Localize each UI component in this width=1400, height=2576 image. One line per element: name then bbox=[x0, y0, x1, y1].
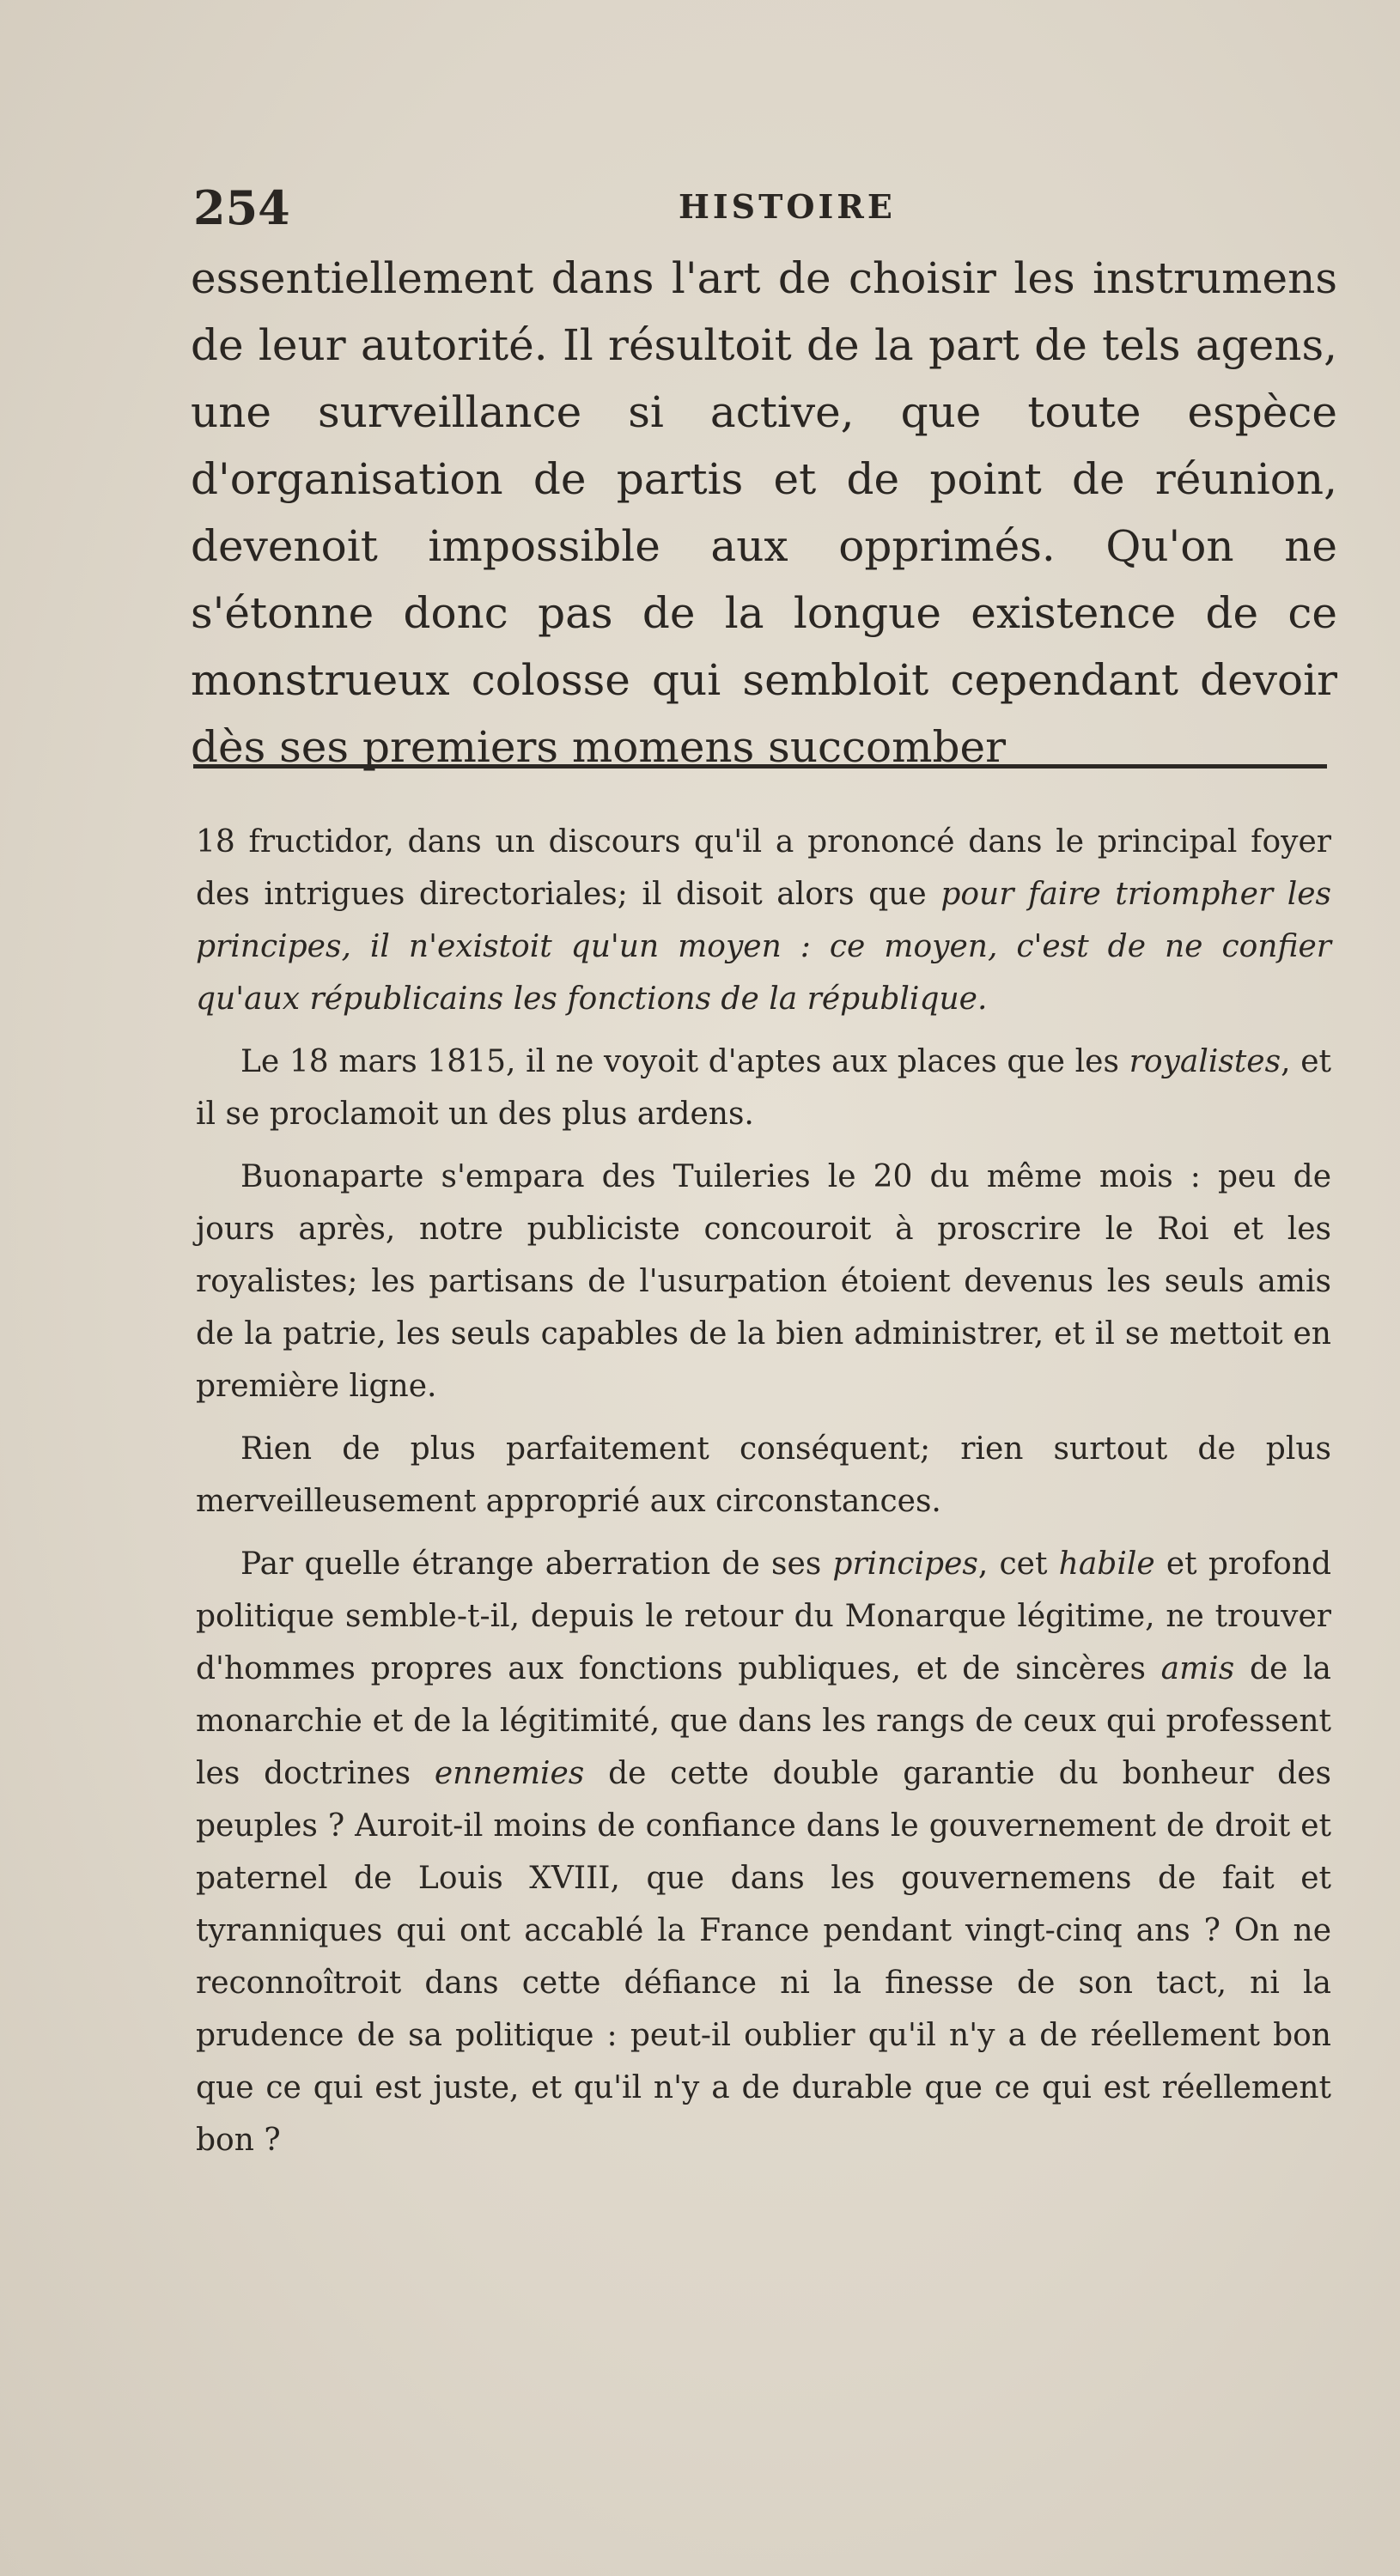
note-5-text-i: de cette double garantie du bonheur des peuples ? Auroit-il moins de confiance dans le gouvernement de droit et paternel de Louis XVIII, que dans les gouvernemens de fait et tyranniques qui ont accablé la France pendant vingt-cinq ans ? On ne reconnoîtroit dans cette défiance ni la finesse de son tact, ni la prudence de sa politique : peut-il oublier qu'il n'y a de réellement bon que ce qui est juste, et qu'il n'y a de durable que ce qui est réellement bon ? bbox=[196, 1756, 1332, 2158]
note-5-emphasis-principes: principes bbox=[832, 1546, 978, 1582]
note-2-text-a: Le 18 mars 1815, il ne voyoit d'aptes aux places que les bbox=[240, 1044, 1129, 1079]
note-paragraph-4: Rien de plus parfaitement conséquent; rien surtout de plus merveilleusement approprié aux circonstances. bbox=[196, 1431, 1331, 1519]
note-5-emphasis-ennemies: ennemies bbox=[434, 1756, 585, 1791]
note-1-text: 18 fructidor, dans un discours qu'il a prononcé dans le principal foyer des intrigues directoriales; il disoit alors que bbox=[196, 824, 1331, 912]
note-2-text-c: , et il se proclamoit un des plus ardens. bbox=[196, 1044, 1331, 1132]
note-paragraph-2 bbox=[196, 1036, 1331, 1140]
note-paragraph-1 bbox=[196, 816, 1331, 1025]
main-paragraph: essentiellement dans l'art de choisir les instrumens de leur autorité. Il résultoit de la part de tels agens, une surveillance si active, que toute espèce d'organisation de partis et de point de réunion, devenoit impossible aux opprimés. Qu'on ne s'étonne donc pas de la longue existence de ce monstrueux colosse qui sembloit cependant devoir dès ses premiers momens succomber bbox=[191, 253, 1337, 772]
main-text bbox=[191, 245, 1337, 781]
footnotes bbox=[196, 816, 1331, 2177]
footnote-rule bbox=[193, 764, 1327, 769]
note-5-text-a: Par quelle étrange aberration de ses bbox=[240, 1546, 833, 1582]
note-5-emphasis-amis: amis bbox=[1160, 1651, 1235, 1686]
note-2-emphasis: royalistes bbox=[1129, 1044, 1281, 1079]
note-5-text-g: de la monarchie et de la légitimité, que dans les rangs de ceux qui professent les doctrines bbox=[196, 1651, 1332, 1791]
note-5-text-c: , cet bbox=[977, 1546, 1059, 1582]
page-header bbox=[193, 180, 1336, 240]
note-paragraph-5 bbox=[196, 1538, 1331, 2166]
note-1-quote: pour faire triompher les principes, il n'existoit qu'un moyen : ce moyen, c'est de ne confier qu'aux républicains les fonctions de la république. bbox=[196, 877, 1331, 1017]
note-5-emphasis-habile: habile bbox=[1058, 1546, 1155, 1582]
note-paragraph-3: Buonaparte s'empara des Tuileries le 20 du même mois : peu de jours après, notre publiciste concouroit à proscrire le Roi et les royalistes; les partisans de l'usurpation étoient devenus les seuls amis de la patrie, les seuls capables de la bien administrer, et il se mettoit en première ligne. bbox=[196, 1159, 1331, 1404]
page-number: 254 bbox=[193, 180, 290, 235]
running-title: HISTOIRE bbox=[679, 187, 896, 226]
note-5-text-e: et profond politique semble-t-il, depuis le retour du Monarque légitime, ne trouver d'hommes propres aux fonctions publiques, et de sincères bbox=[196, 1546, 1331, 1686]
